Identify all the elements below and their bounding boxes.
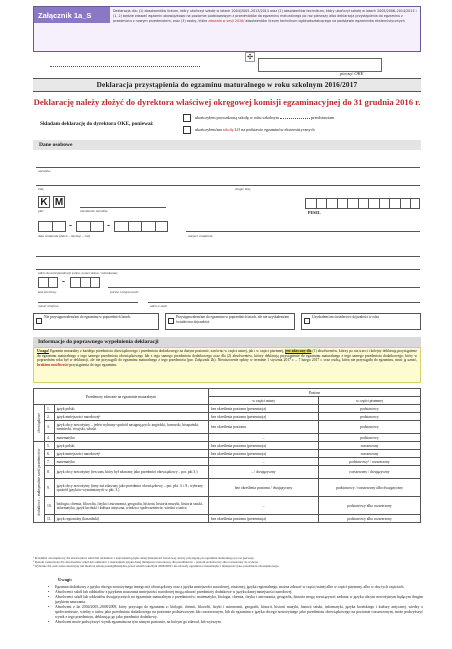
- table-row[interactable]: obowiązkowe 1. język polski bez określenia poziomu (prezentacja) podstawowy: [34, 405, 421, 413]
- table-row[interactable]: 4. matematyka – podstawowy: [34, 434, 421, 442]
- birth-year-field[interactable]: [114, 221, 168, 232]
- header-note-c: przedmiotem, oraz (3) osoby, która: [148, 19, 208, 23]
- oke-stamp-label: pieczęć OKE: [340, 71, 364, 76]
- info-text-1: Egzamin maturalny z każdego przedmiotu obowiązkowego i przedmiotu dodatkowego na danym poziomie, zarówno w części ustnej, jak i w części pisemnej,: [49, 349, 285, 353]
- mandatory-group-label: obowiązkowe: [34, 405, 45, 442]
- status-option-3-label: Uzyskałem/am świadectwo dojrzałości w roku: [312, 315, 380, 319]
- oral-header: w części ustnej: [209, 397, 319, 405]
- status-option-2-label: Przystępowałem/am do egzaminu w poprzednich latach, ale nie uzyskałem/am świadectwa dojrzałości.: [176, 315, 290, 324]
- form-title: Deklaracja przystąpienia do egzaminu maturalnego w roku szkolnym 2016/2017: [96, 81, 358, 89]
- reason-label-1: [195, 115, 420, 120]
- address-label: adres do korespondencji (ulica, numer domu / mieszkania): [38, 271, 118, 275]
- footnote: ¹ Przedmiot obowiązkowy dla absolwentów szkół lub oddziałów z nauczaniem języka danej mniejszości narodowej, którzy przystępują do egzaminu maturalnego po raz pierwszy.: [33, 556, 255, 560]
- reason-prompt: Składam deklarację do dyrektora OKE, ponieważ: [40, 121, 153, 127]
- status-checkbox-2[interactable]: [168, 318, 174, 324]
- birthplace-field[interactable]: [186, 222, 420, 232]
- footnotes: [33, 556, 421, 568]
- remarks-list: [48, 585, 423, 625]
- pesel-label: PESEL: [308, 210, 321, 215]
- info-text-2: (1) absolwentów, którzy po raz trzeci i kolejny deklarują przystąpienie do egzaminu maturalnego z tego samego przedmiotu obowiązkowego lub z tego samego przedmiotu dodatkowego oraz dla (2) absolwentów, którzy deklarują przystąpienie do egzaminu maturalnego z tego samego przedmiotu dodatkowego, który w poprzednim roku był w deklaracji, ale nie przystąpili do egzaminu maturalnego z tego przedmiotu (por. Załącznik 2b). Nieuiszczenie opłaty w terminie 1 stycznia 2017 r. – 7 lutego 2017 r. oraz osobą, która nie przystąpiła do egzaminu, musi ją uznać,: [37, 349, 417, 363]
- date-separator: -: [107, 220, 110, 230]
- birth-day-field[interactable]: [38, 221, 66, 232]
- gender-m-box[interactable]: M: [54, 197, 64, 208]
- header-note-b: do egzaminu maturalnego po raz pierwszy albo deklaracja przystąpienia do egzaminu z przedmiotu z nowym: [113, 14, 403, 23]
- table-row[interactable]: 3. język obcy nowożytny – jeden wybrany spośród następujących: angielski, francuski, hiszpański, niemiecki, rosyjski, włoski bez określenia poziomu podstawowy: [34, 421, 421, 434]
- deadline-notice: Deklarację należy złożyć do dyrektora właściwej okręgowej komisji egzaminacyjnej do 31 grudnia 2016 r.: [33, 97, 421, 107]
- oke-stamp-box[interactable]: [258, 58, 382, 72]
- move-handle-icon[interactable]: ✣: [245, 52, 255, 62]
- table-row[interactable]: 9. język obcy nowożytny (inny niż zdawany jako przedmiot obowiązkowy – por. pkt. 3. i 8.; wybrany spośród języków wymienionych w pkt. 3.) bez określenia poziomu / dwujęzyczny podstawowy / rozszerzony albo dwujęzyczny: [34, 479, 421, 497]
- header-note: [113, 9, 418, 24]
- list-item: • Absolwenci szkół lub oddziałów dwujęzycznych na egzaminie maturalnym z przedmiotów: matematyka, biologia, chemia, fizyka i astronomia, geografia, historia mogą rozwiązywać zadania w języku obcym nowożytnym będącym drugim językiem nauczania.: [48, 595, 423, 605]
- info-notice: [33, 347, 421, 383]
- reason-text-1b: przedstawiam: [310, 115, 335, 120]
- status-option-3[interactable]: [301, 313, 421, 330]
- table-row[interactable]: 8. język obcy nowożytny (ten sam, który był zdawany jako przedmiot obowiązkowy – por. pkt 3.) – / dwujęzyczny rozszerzony / dwujęzyczny: [34, 466, 421, 479]
- info-warning-label: Uwaga!: [37, 349, 50, 353]
- subjects-header: Przedmioty zdawane na egzaminie maturalnym: [34, 389, 209, 405]
- signature-line: [50, 66, 200, 67]
- city-label: poczta i miejscowość: [110, 290, 139, 294]
- table-row[interactable]: 2. język mniejszości narodowej¹ bez określenia poziomu (prezentacja) podstawowy: [34, 413, 421, 421]
- status-checkbox-1[interactable]: [36, 318, 42, 324]
- city-field[interactable]: [108, 278, 420, 288]
- table-row[interactable]: 11. język regionalny (kaszubski) bez określenia poziomu (prezentacja) podstawowy albo rozszerzony: [34, 515, 421, 523]
- postcode-separator: -: [62, 276, 65, 286]
- status-checkbox-3[interactable]: [304, 318, 310, 324]
- gender-k-box[interactable]: K: [38, 196, 50, 208]
- level-header: Poziom: [209, 389, 421, 397]
- status-option-1[interactable]: [33, 313, 159, 330]
- phone-field[interactable]: [38, 293, 138, 303]
- additional-group-label: dodatkowe – maksymalnie sześć przedmiotów: [34, 442, 45, 523]
- first-name-label: imię: [38, 187, 44, 191]
- phone-label: numer telefonu: [38, 304, 59, 308]
- reason-label-2: [195, 127, 420, 132]
- address-line-1[interactable]: [36, 247, 420, 257]
- subjects-table: [33, 388, 421, 523]
- table-row[interactable]: 6. język mniejszości narodowej¹ bez określenia poziomu (prezentacja) rozszerzony: [34, 450, 421, 458]
- form-title-bar: [33, 78, 421, 92]
- header-note-a: Deklaracja dla: (1) absolwentów liceum, który ukończył szkołę w latach 2004/2005–2013/2014 oraz (2) absolwentów technikum, który ukończył szkołę w latach 2005/2006–2014/2015 i (1, 2) będzie zdawać egzamin obowiązkowo na poziomie podstawowym z przedmiotów: [113, 9, 417, 18]
- info-red-text: brakiem możliwości: [37, 362, 69, 367]
- info-text-3: przystąpienia do tego egzaminu.: [68, 362, 118, 367]
- reason-checkbox-1[interactable]: [183, 114, 191, 122]
- surname-label: nazwisko: [38, 169, 51, 173]
- email-label: adres e-mail: [150, 304, 167, 308]
- first-name-field[interactable]: [36, 176, 420, 186]
- info-highlight: jest zdawany dla: [285, 349, 312, 353]
- postcode-part-2[interactable]: [70, 277, 100, 288]
- postcode-part-1[interactable]: [38, 277, 58, 288]
- status-option-2[interactable]: [165, 313, 295, 330]
- reason-text-2a: ukończyłem/am: [195, 127, 222, 132]
- birth-date-label: data urodzenia (dzień – miesiąc – rok): [38, 234, 91, 238]
- surname-field[interactable]: [36, 158, 420, 168]
- date-separator: -: [69, 220, 72, 230]
- birthplace-label: miejsce urodzenia: [188, 234, 213, 238]
- reason-checkbox-2[interactable]: [183, 126, 191, 134]
- personal-data-header: Dane osobowe: [33, 140, 421, 150]
- postcode-label: kod pocztowy: [38, 290, 57, 294]
- nationality-field[interactable]: [80, 198, 166, 208]
- remarks-title: Uwagi:: [58, 577, 73, 582]
- footnote: ³ Wybranie dla osób, które ukończyły lub ukończą szkołę ponadgimnazjalną przed rokiem szkolnym 2008/2009 i nie zdawały egzaminu z matematyki z mniejszości jako przedmiotu obowiązkowego.: [33, 564, 280, 568]
- reason-text-1: ukończyłem prowadzoną szkołę w roku szkolnym: [195, 115, 279, 120]
- birth-month-field[interactable]: [76, 221, 104, 232]
- reason-text-2-red: szkołę: [222, 127, 234, 132]
- info-section-title: Informacje do poprawnego wypełnienia deklaracji: [33, 337, 421, 347]
- header-note-red: zdawała w sesji 2016/: [208, 19, 245, 23]
- table-row[interactable]: 7. matematyka – podstawowy² / rozszerzony: [34, 458, 421, 466]
- header-note-d: absolwentów liceum technikum ogólnokształcącego na podstawie egzaminów eksternistycznych: [245, 19, 405, 23]
- header-note-box: [33, 6, 421, 52]
- address-line-2[interactable]: [36, 260, 420, 270]
- written-header: w części pisemnej: [319, 397, 421, 405]
- email-field[interactable]: [148, 293, 420, 303]
- list-item: • Absolwenci szkół lub oddziałów z językiem nauczania mniejszości narodowej mogą zdawać przedmioty dodatkowe w języku danej mniejszości narodowej.: [48, 590, 423, 595]
- table-row[interactable]: 10. biologia, chemia, filozofia, fizyka i astronomia, geografia, historia, historia muzyki, historia sztuki, informatyka, język łaciński i kultura antyczna, wiedza o społeczeństwie, wiedza o tańcu – podstawowy albo rozszerzony: [34, 497, 421, 515]
- year-blank[interactable]: [280, 118, 310, 119]
- status-option-1-label: Nie przystępowałem/am do egzaminu w poprzednich latach.: [44, 315, 131, 319]
- gender-label: płeć: [38, 209, 44, 213]
- reason-text-2b: LO na podstawie egzaminów eksternistycznych: [234, 127, 315, 132]
- footnote: ² Poziom rozszerzony dla absolwentów szkół lub oddziałów z nauczaniem języka danej mniejszości narodowej, dla przedmiotów – poziom podstawowy albo rozszerzony do wyboru.: [33, 560, 259, 564]
- table-row[interactable]: dodatkowe – maksymalnie sześć przedmiotów 5. język polski bez określenia poziomu (prezentacja) rozszerzony: [34, 442, 421, 450]
- list-item: • Egzamin dodatkowy z języka obcego nowożytnego innego niż obowiązkowy oraz z języka mniejszości narodowej, etnicznej, języka regionalnego, można zdawać w części ustnej albo w części pisemnej, albo w obu tych częściach.: [48, 585, 423, 590]
- pesel-field[interactable]: [305, 198, 420, 209]
- list-item: • Absolwent może podwyższyć wynik egzaminu na tym samym poziomie, na którym go zdawał, lub wyższym.: [48, 620, 423, 625]
- second-name-label: drugie imię: [235, 187, 251, 191]
- list-item: • Absolwent z lat 2004/2005–2008/2009, który przystąpi do egzaminu z: biologii, chemii, filozofii, fizyki i astronomii, geografii, historii, historii muzyki, historii sztuki, informatyki, języka łacińskiego i kultury antycznej, wiedzy o społeczeństwie, wiedzy o tańcu jako przedmiotu dodatkowego na poziomie podstawowym lub rozszerzonym, lub do egzaminu z języka obcego nowożytnego jako przedmiotu obowiązkowego na poziomie rozszerzonym, może podwyższyć wynik z tego przedmiotu, deklarując go jako przedmiot dodatkowy.: [48, 605, 423, 620]
- nationality-label: narodzenie narodów: [80, 209, 108, 213]
- attachment-badge: Załącznik 1a_S: [34, 7, 110, 23]
